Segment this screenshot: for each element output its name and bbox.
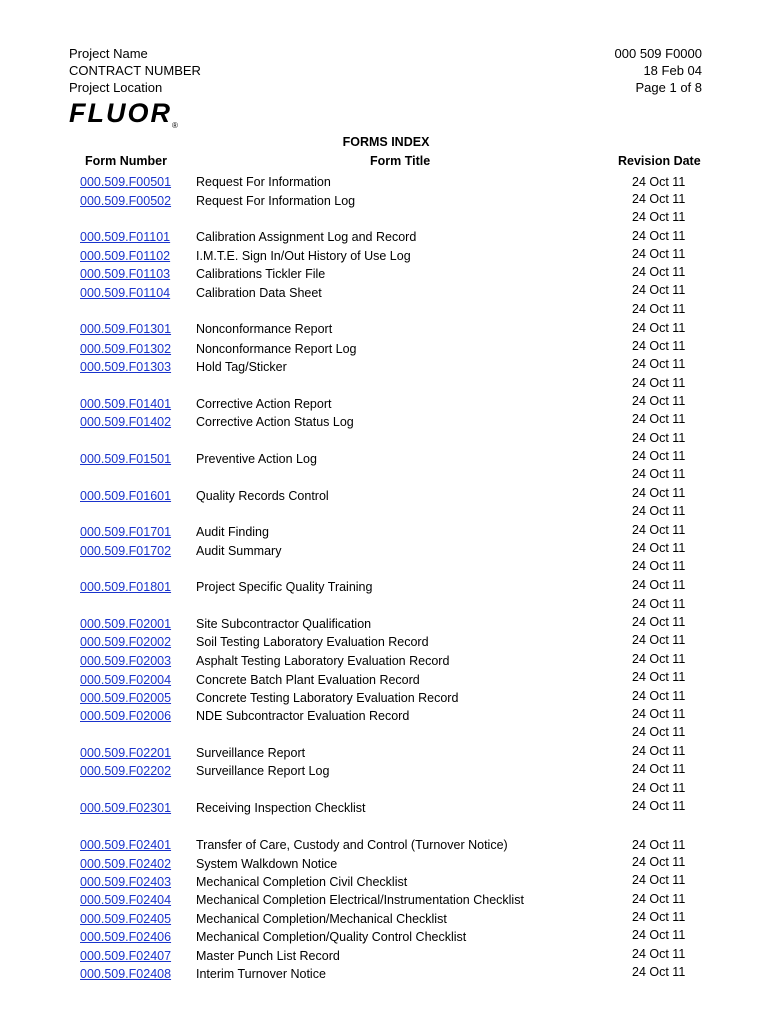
revision-date: 24 Oct 11 [632, 892, 686, 906]
form-title: Hold Tag/Sticker [196, 360, 287, 374]
form-number-link[interactable]: 000.509.F02408 [80, 967, 172, 981]
form-number-link[interactable]: 000.509.F02406 [80, 930, 172, 944]
revision-date: 24 Oct 11 [632, 504, 686, 518]
form-number-link[interactable]: 000.509.F02407 [80, 949, 172, 963]
revision-date: 24 Oct 11 [632, 707, 686, 721]
form-number-link[interactable]: 000.509.F01302 [80, 342, 172, 356]
revision-date: 24 Oct 11 [632, 652, 686, 666]
form-title: Request For Information [196, 175, 331, 189]
revision-date: 24 Oct 11 [632, 210, 686, 224]
revision-date: 24 Oct 11 [632, 725, 686, 739]
revision-date: 24 Oct 11 [632, 192, 686, 206]
form-number-link[interactable]: 000.509.F01301 [80, 322, 172, 336]
registered-mark: ® [171, 121, 178, 130]
revision-date: 24 Oct 11 [632, 394, 686, 408]
revision-date: 24 Oct 11 [632, 321, 686, 335]
revision-date: 24 Oct 11 [632, 357, 686, 371]
form-number-link[interactable]: 000.509.F00501 [80, 175, 172, 189]
revision-date: 24 Oct 11 [632, 559, 686, 573]
form-number-link[interactable]: 000.509.F02301 [80, 801, 172, 815]
form-number-link[interactable]: 000.509.F01401 [80, 397, 172, 411]
form-number-link[interactable]: 000.509.F02404 [80, 893, 172, 907]
form-title: Nonconformance Report Log [196, 342, 357, 356]
form-number-link[interactable]: 000.509.F02004 [80, 673, 172, 687]
form-title: Calibrations Tickler File [196, 267, 326, 281]
form-number-link[interactable]: 000.509.F02005 [80, 691, 172, 705]
page-indicator: Page 1 of 8 [635, 80, 702, 95]
form-title: Mechanical Completion Electrical/Instrumentation Checklist [196, 893, 524, 907]
revision-date: 24 Oct 11 [632, 486, 686, 500]
form-title: Preventive Action Log [196, 452, 317, 466]
form-title: I.M.T.E. Sign In/Out History of Use Log [196, 249, 411, 263]
fluor-logo [69, 98, 178, 130]
revision-date: 24 Oct 11 [632, 615, 686, 629]
form-title: Calibration Data Sheet [196, 286, 322, 300]
revision-date: 24 Oct 11 [632, 965, 686, 979]
revision-date: 24 Oct 11 [632, 910, 686, 924]
form-title: Quality Records Control [196, 489, 329, 503]
revision-date: 24 Oct 11 [632, 247, 686, 261]
revision-date: 24 Oct 11 [632, 873, 686, 887]
revision-date: 24 Oct 11 [632, 781, 686, 795]
revision-date: 24 Oct 11 [632, 467, 686, 481]
form-title: Audit Summary [196, 544, 282, 558]
form-number-link[interactable]: 000.509.F02405 [80, 912, 172, 926]
form-title: Concrete Testing Laboratory Evaluation Record [196, 691, 459, 705]
form-title: Request For Information Log [196, 194, 356, 208]
revision-date: 24 Oct 11 [632, 799, 686, 813]
form-number-link[interactable]: 000.509.F02202 [80, 764, 172, 778]
form-title: Mechanical Completion/Mechanical Checklist [196, 912, 447, 926]
form-title: Audit Finding [196, 525, 269, 539]
revision-date: 24 Oct 11 [632, 339, 686, 353]
column-header-number: Form Number [85, 154, 167, 168]
form-number-link[interactable]: 000.509.F02006 [80, 709, 172, 723]
form-title: Calibration Assignment Log and Record [196, 230, 417, 244]
logo-text: FLUOR [69, 98, 172, 128]
form-title: Asphalt Testing Laboratory Evaluation Record [196, 654, 450, 668]
page-title: FORMS INDEX [342, 135, 430, 149]
form-number-link[interactable]: 000.509.F01402 [80, 415, 172, 429]
form-number-link[interactable]: 000.509.F01101 [80, 230, 171, 244]
revision-date: 24 Oct 11 [632, 302, 686, 316]
form-number-link[interactable]: 000.509.F02001 [80, 617, 172, 631]
form-title: NDE Subcontractor Evaluation Record [196, 709, 410, 723]
revision-date: 24 Oct 11 [632, 928, 686, 942]
revision-date: 24 Oct 11 [632, 689, 686, 703]
form-title: Site Subcontractor Qualification [196, 617, 372, 631]
form-title: Mechanical Completion Civil Checklist [196, 875, 408, 889]
form-number-link[interactable]: 000.509.F01801 [80, 580, 172, 594]
column-header-date: Revision Date [618, 154, 701, 168]
form-title: Project Specific Quality Training [196, 580, 373, 594]
form-number-link[interactable]: 000.509.F02401 [80, 838, 172, 852]
form-title: Surveillance Report [196, 746, 306, 760]
revision-date: 24 Oct 11 [632, 449, 686, 463]
form-number-link[interactable]: 000.509.F01102 [80, 249, 171, 263]
form-title: Soil Testing Laboratory Evaluation Record [196, 635, 429, 649]
document-date: 18 Feb 04 [643, 63, 702, 78]
form-number-link[interactable]: 000.509.F01501 [80, 452, 172, 466]
form-number-link[interactable]: 000.509.F00502 [80, 194, 172, 208]
form-number-link[interactable]: 000.509.F01303 [80, 360, 172, 374]
contract-number: CONTRACT NUMBER [69, 63, 201, 78]
form-number-link[interactable]: 000.509.F01104 [80, 286, 171, 300]
form-title: Mechanical Completion/Quality Control Checklist [196, 930, 467, 944]
revision-date: 24 Oct 11 [632, 744, 686, 758]
form-title: System Walkdown Notice [196, 857, 338, 871]
revision-date: 24 Oct 11 [632, 541, 686, 555]
form-number-link[interactable]: 000.509.F02201 [80, 746, 172, 760]
project-location: Project Location [69, 80, 163, 95]
revision-date: 24 Oct 11 [632, 229, 686, 243]
revision-date: 24 Oct 11 [632, 855, 686, 869]
form-title: Surveillance Report Log [196, 764, 330, 778]
form-number-link[interactable]: 000.509.F01702 [80, 544, 172, 558]
form-number-link[interactable]: 000.509.F01701 [80, 525, 172, 539]
form-number-link[interactable]: 000.509.F02003 [80, 654, 172, 668]
project-header [69, 45, 201, 96]
revision-date: 24 Oct 11 [632, 670, 686, 684]
form-title: Master Punch List Record [196, 949, 340, 963]
form-title: Transfer of Care, Custody and Control (Turnover Notice) [196, 838, 508, 852]
revision-date: 24 Oct 11 [632, 175, 686, 189]
form-title: Nonconformance Report [196, 322, 333, 336]
revision-date: 24 Oct 11 [632, 947, 686, 961]
revision-date: 24 Oct 11 [632, 838, 686, 852]
form-number-link[interactable]: 000.509.F02402 [80, 857, 172, 871]
column-header-title: Form Title [370, 154, 431, 168]
revision-date: 24 Oct 11 [632, 762, 686, 776]
revision-date: 24 Oct 11 [632, 265, 686, 279]
form-title: Corrective Action Report [196, 397, 332, 411]
form-number-link[interactable]: 000.509.F01601 [80, 489, 172, 503]
revision-date: 24 Oct 11 [632, 412, 686, 426]
revision-date: 24 Oct 11 [632, 633, 686, 647]
form-number-link[interactable]: 000.509.F01103 [80, 267, 171, 281]
revision-date: 24 Oct 11 [632, 578, 686, 592]
form-title: Receiving Inspection Checklist [196, 801, 366, 815]
document-header [615, 45, 702, 96]
revision-date: 24 Oct 11 [632, 376, 686, 390]
form-title: Corrective Action Status Log [196, 415, 354, 429]
form-title: Interim Turnover Notice [196, 967, 326, 981]
form-number-link[interactable]: 000.509.F02002 [80, 635, 172, 649]
revision-date: 24 Oct 11 [632, 597, 686, 611]
project-name: Project Name [69, 46, 148, 61]
document-number: 000 509 F0000 [614, 46, 702, 61]
revision-date: 24 Oct 11 [632, 431, 686, 445]
revision-date: 24 Oct 11 [632, 283, 686, 297]
form-title: Concrete Batch Plant Evaluation Record [196, 673, 420, 687]
form-number-link[interactable]: 000.509.F02403 [80, 875, 172, 889]
revision-date: 24 Oct 11 [632, 523, 686, 537]
